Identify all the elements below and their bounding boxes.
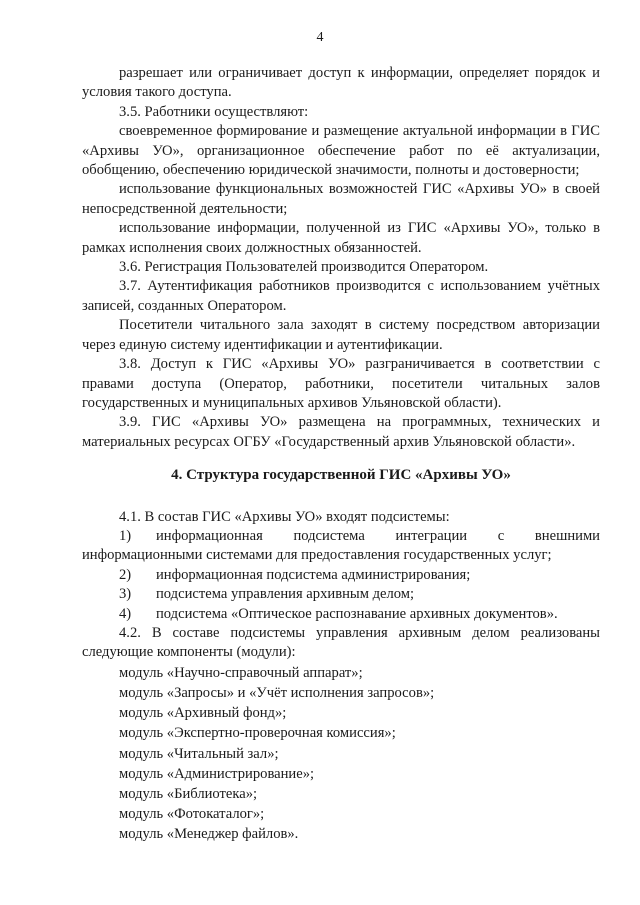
paragraph: использование информации, полученной из ГИС «Архивы УО», только в рамках исполнения своих должностных обязанностей.	[82, 220, 600, 256]
list-number: 2)	[119, 566, 132, 583]
list-text: подсистема «Оптическое распознавание архивных документов».	[156, 605, 558, 622]
page-number: 4	[316, 30, 324, 45]
list-number: 1)	[119, 527, 132, 544]
module-item: модуль «Администрирование»;	[119, 765, 315, 782]
list-text: информационная подсистема администрирования;	[156, 566, 471, 583]
list-item	[82, 527, 600, 546]
list-text: подсистема управления архивным делом;	[156, 586, 415, 603]
module-item: модуль «Экспертно-проверочная комиссия»;	[119, 725, 396, 742]
paragraph: 3.9. ГИС «Архивы УО» размещена на программных, технических и материальных ресурсах ОГБУ «Государственный архив Ульяновской области».	[82, 414, 600, 450]
list-item	[82, 566, 600, 585]
list-number: 4)	[119, 605, 132, 622]
section-heading: 4. Структура государственной ГИС «Архивы УО»	[171, 467, 511, 484]
list-item	[82, 605, 600, 624]
paragraph: Посетители читального зала заходят в систему посредством авторизации через единую систему идентификации и аутентификации.	[82, 317, 600, 353]
module-item: модуль «Фотокаталог»;	[119, 806, 265, 823]
paragraph: 3.5. Работники осуществляют:	[119, 103, 309, 120]
paragraph: 3.8. Доступ к ГИС «Архивы УО» разграничивается в соответствии с правами доступа (Оператор, работники, посетители читальных залов государственных и муниципальных архивов Ульяновской области).	[82, 356, 600, 411]
section-intro: 4.1. В состав ГИС «Архивы УО» входят подсистемы:	[119, 508, 450, 525]
module-item: модуль «Научно-справочный аппарат»;	[119, 664, 363, 681]
module-item: модуль «Менеджер файлов».	[119, 826, 299, 843]
modules-intro: 4.2. В составе подсистемы управления архивным делом реализованы следующие компоненты (модули):	[82, 624, 600, 661]
paragraph: 3.6. Регистрация Пользователей производится Оператором.	[119, 259, 489, 276]
paragraph: разрешает или ограничивает доступ к информации, определяет порядок и условия такого доступа.	[82, 65, 600, 101]
module-item: модуль «Архивный фонд»;	[119, 705, 287, 722]
list-text: информационная подсистема интеграции с внешними	[156, 527, 600, 544]
document-body	[82, 64, 600, 845]
module-item: модуль «Читальный зал»;	[119, 745, 279, 762]
list-item	[82, 585, 600, 604]
list-continuation: информационными системами для предоставления государственных услуг;	[82, 547, 552, 564]
module-item: модуль «Запросы» и «Учёт исполнения запросов»;	[119, 684, 435, 701]
paragraph: 3.7. Аутентификация работников производится с использованием учётных записей, созданных Оператором.	[82, 278, 600, 314]
paragraph: своевременное формирование и размещение актуальной информации в ГИС «Архивы УО», организационное обеспечение работ по её актуализации, обобщению, обеспечению юридической значимости, полноты и достоверности;	[82, 123, 600, 179]
list-number: 3)	[119, 586, 132, 603]
module-item: модуль «Библиотека»;	[119, 786, 258, 802]
paragraph: использование функциональных возможностей ГИС «Архивы УО» в своей непосредственной деятельности;	[82, 181, 600, 217]
